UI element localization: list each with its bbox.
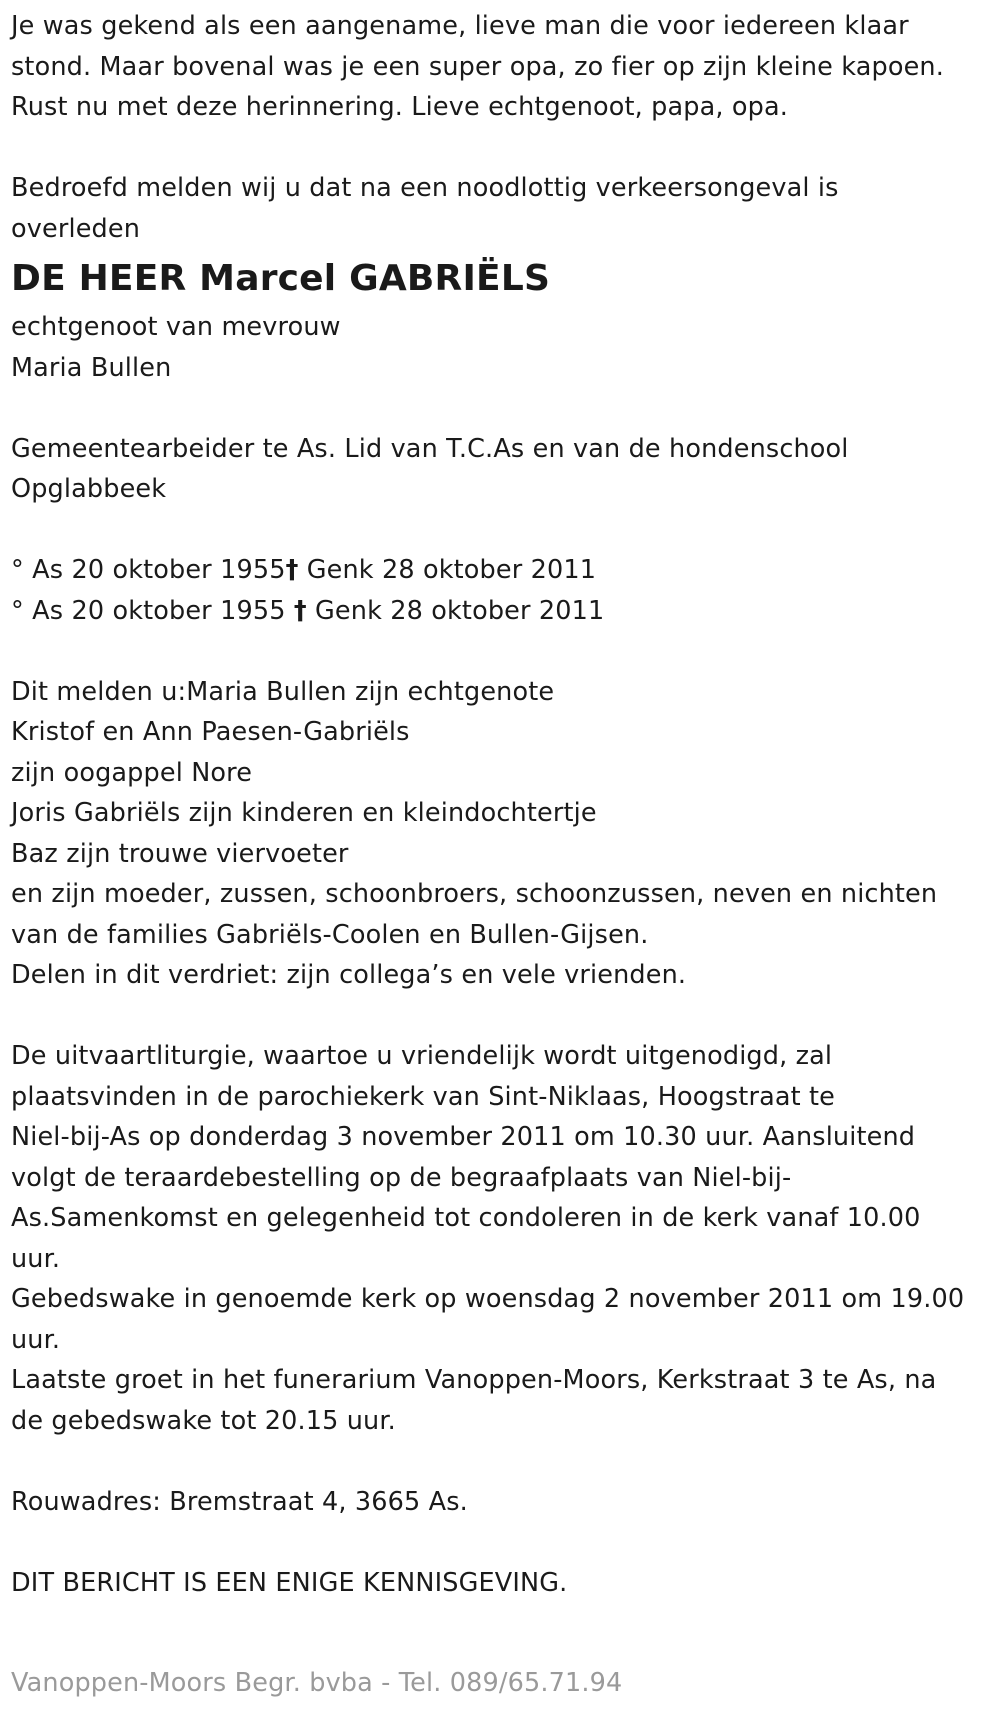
dates-section [11,550,1000,631]
family-line: zijn oogappel Nore [11,757,253,788]
intro-line: stond. Maar bovenal was je een super opa, zo fier op zijn kleine kapoen. [11,51,944,82]
occupation-line: Opglabbeek [11,474,167,504]
funeral-line: De uitvaartliturgie, waartoe u vriendelijk wordt uitgenodigd, zal [11,1041,833,1071]
spacer [11,996,1000,1037]
announcement-section [11,168,1000,249]
occupation-section [11,429,1000,510]
deceased-name: DE HEER Marcel GABRIËLS [11,258,551,299]
spacer [11,1441,1000,1482]
funeral-line: As.Samenkomst en gelegenheid tot condoleren in de kerk vanaf 10.00 [11,1203,921,1233]
funeral-line: uur. [11,1243,61,1274]
notice-text: DIT BERICHT IS EEN ENIGE KENNISGEVING. [11,1567,568,1598]
family-line: en zijn moeder, zussen, schoonbroers, schoonzussen, neven en nichten [11,879,938,909]
spacer [11,388,1000,429]
funeral-line: Laatste groet in het funerarium Vanoppen-Moors, Kerkstraat 3 te As, na [11,1365,937,1395]
cross-icon: † [285,555,299,585]
family-line: Baz zijn trouwe viervoeter [11,838,349,869]
spacer [11,631,1000,672]
family-line: Dit melden u:Maria Bullen zijn echtgenote [11,676,555,707]
funeral-home-footer: Vanoppen-Moors Begr. bvba - Tel. 089/65.71.94 [11,1667,623,1698]
spacer [11,1522,1000,1563]
family-line: van de families Gabriëls-Coolen en Bullen-Gijsen. [11,919,649,950]
announcement-line: Bedroefd melden wij u dat na een noodlottig verkeersongeval is [11,173,839,203]
spacer [11,128,1000,169]
cross-icon: † [293,595,307,626]
occupation-line: Gemeentearbeider te As. Lid van T.C.As en van de hondenschool [11,433,849,464]
family-line: Delen in dit verdriet: zijn collega’s en vele vrienden. [11,960,687,990]
announcement-line: overleden [11,213,141,244]
separator [298,555,306,585]
spouse-line: echtgenoot van mevrouw [11,312,341,342]
spouse-section [11,307,1000,388]
funeral-line: uur. [11,1324,61,1355]
separator [286,596,294,626]
intro-line: Rust nu met deze herinnering. Lieve echtgenoot, papa, opa. [11,92,789,122]
family-section [11,672,1000,996]
birth-date: ° As 20 oktober 1955 [11,595,286,626]
funeral-line: volgt de teraardebestelling op de begraafplaats van Niel-bij- [11,1162,792,1193]
funeral-line: plaatsvinden in de parochiekerk van Sint-Niklaas, Hoogstraat te [11,1081,836,1112]
spacer [11,1603,1000,1637]
family-line: Kristof en Ann Paesen-Gabriëls [11,717,410,747]
funeral-section [11,1036,1000,1441]
death-date: Genk 28 oktober 2011 [315,595,605,626]
mourning-address: Rouwadres: Bremstraat 4, 3665 As. [11,1486,468,1517]
funeral-line: Niel-bij-As op donderdag 3 november 2011 om 10.30 uur. Aansluitend [11,1122,916,1152]
birth-date: ° As 20 oktober 1955 [11,555,286,585]
funeral-line: de gebedswake tot 20.15 uur. [11,1405,396,1436]
family-line: Joris Gabriëls zijn kinderen en kleindochtertje [11,798,597,828]
spacer [11,510,1000,551]
birth-death-line [11,591,1000,632]
intro-line: Je was gekend als een aangename, lieve man die voor iedereen klaar [11,11,909,41]
separator [307,596,315,626]
death-date: Genk 28 oktober 2011 [306,555,597,585]
funeral-line: Gebedswake in genoemde kerk op woensdag 2 november 2011 om 19.00 [11,1284,965,1314]
intro-section [11,6,1000,128]
spouse-line: Maria Bullen [11,352,172,383]
birth-death-line [11,550,1000,591]
